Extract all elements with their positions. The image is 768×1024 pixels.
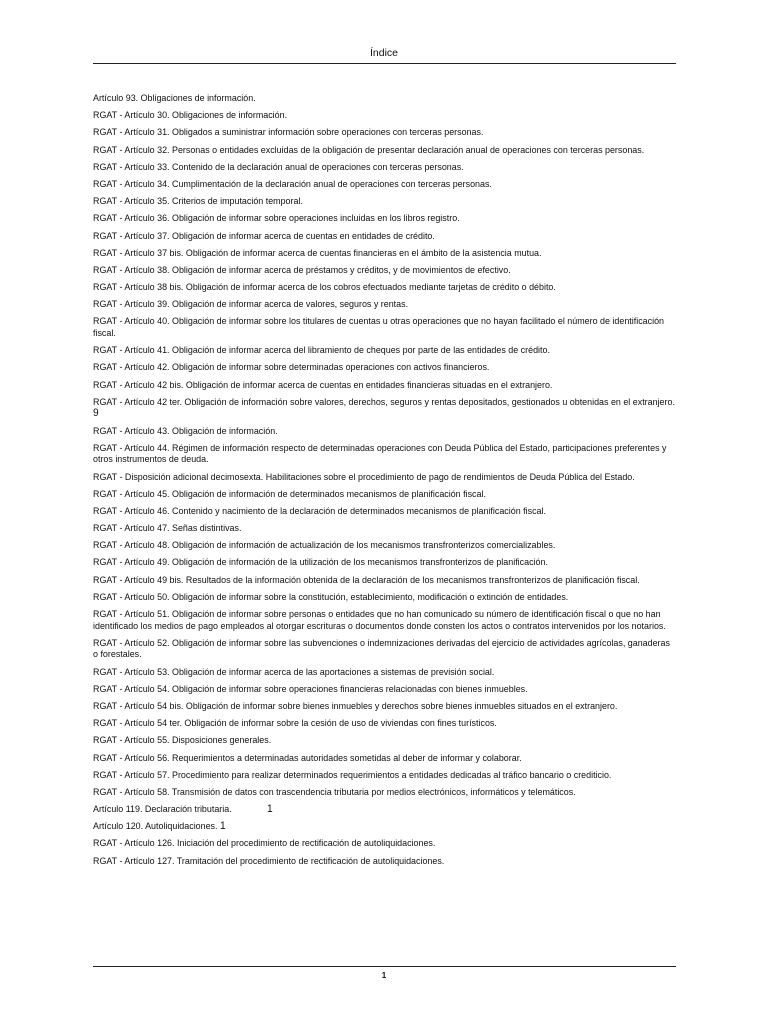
toc-entry-text: RGAT - Artículo 42 bis. Obligación de informar acerca de cuentas en entidades financieras situadas en el extranjero.: [93, 379, 553, 391]
toc-entry[interactable]: [93, 804, 675, 816]
toc-entry[interactable]: [93, 770, 675, 782]
toc-entry-text: RGAT - Artículo 38 bis. Obligación de informar acerca de los cobros efectuados mediante tarjetas de crédito o débito.: [93, 282, 556, 294]
toc-entry-text: RGAT - Artículo 30. Obligaciones de información.: [93, 110, 288, 122]
toc-entry-text: RGAT - Artículo 31. Obligados a suministrar información sobre operaciones con terceras personas.: [93, 127, 484, 139]
toc-entry[interactable]: [93, 638, 675, 661]
toc-entry-text: RGAT - Artículo 126. Iniciación del procedimiento de rectificación de autoliquidaciones.: [93, 838, 436, 850]
toc-entry-text: RGAT - Artículo 40. Obligación de informar sobre los titulares de cuentas u otras operaciones que no hayan facilitado el número de identificación fiscal.: [93, 316, 665, 340]
toc-entry-text: RGAT - Artículo 49. Obligación de información de la utilización de los mecanismos transfronterizos de planificación.: [93, 557, 548, 569]
toc-entry[interactable]: [93, 787, 675, 799]
toc-entry[interactable]: [93, 110, 675, 122]
toc-entry-text: RGAT - Artículo 52. Obligación de informar sobre las subvenciones o indemnizaciones derivadas del ejercicio de actividades agrícolas, ganaderas o forestales.: [93, 637, 670, 661]
toc-entry[interactable]: [93, 345, 675, 357]
toc-entry[interactable]: [93, 856, 675, 868]
toc-entry[interactable]: [93, 196, 675, 208]
toc-entry[interactable]: [93, 93, 675, 105]
toc-entry[interactable]: [93, 472, 675, 484]
toc-entry[interactable]: [93, 316, 675, 339]
toc-entry-text: Artículo 119. Declaración tributaria.: [93, 804, 232, 816]
toc-entry[interactable]: [93, 179, 675, 191]
toc-entry-text: Artículo 93. Obligaciones de información.: [93, 93, 256, 104]
toc-entry-text: RGAT - Artículo 41. Obligación de informar acerca del libramiento de cheques por parte de las entidades de crédito.: [93, 345, 550, 357]
toc-entry-text: RGAT - Artículo 45. Obligación de información de determinados mecanismos de planificación fiscal.: [93, 488, 486, 500]
toc-entry[interactable]: [93, 248, 675, 260]
page-header-title: Índice: [369, 47, 399, 59]
toc-entry[interactable]: [93, 718, 675, 730]
toc-entry-text: RGAT - Artículo 54 ter. Obligación de informar sobre la cesión de uso de viviendas con fines turísticos.: [93, 718, 497, 730]
toc-entry-text: RGAT - Artículo 32. Personas o entidades excluidas de la obligación de presentar declaración anual de operaciones con terceras personas.: [93, 144, 645, 156]
toc-entry[interactable]: [93, 523, 675, 535]
toc-entry-text: Artículo 120. Autoliquidaciones.: [93, 821, 218, 833]
toc-entry-text: RGAT - Artículo 34. Cumplimentación de la declaración anual de operaciones con terceras personas.: [93, 178, 492, 190]
toc-entry[interactable]: [93, 506, 675, 518]
toc-entry[interactable]: [93, 701, 675, 713]
toc-entry-text: RGAT - Artículo 47. Señas distintivas.: [93, 523, 242, 535]
toc-entry-text: RGAT - Artículo 127. Tramitación del procedimiento de rectificación de autoliquidaciones.: [93, 855, 445, 867]
toc-entry-text: RGAT - Artículo 37. Obligación de informar acerca de cuentas en entidades de crédito.: [93, 230, 435, 242]
toc-entry-text: RGAT - Artículo 57. Procedimiento para realizar determinados requerimientos a entidades dedicadas al tráfico bancario o crediticio.: [93, 769, 612, 781]
toc-entry[interactable]: [93, 127, 675, 139]
toc-entry-text: RGAT - Artículo 43. Obligación de información.: [93, 425, 278, 437]
toc-entry-text: RGAT - Artículo 36. Obligación de informar sobre operaciones incluidas en los libros registro.: [93, 213, 460, 225]
toc-entry[interactable]: [93, 592, 675, 604]
toc-entry-text: RGAT - Artículo 39. Obligación de informar acerca de valores, seguros y rentas.: [93, 299, 409, 311]
toc-entry-text: RGAT - Artículo 42 ter. Obligación de información sobre valores, derechos, seguros y rentas depositados, gestionados u obtenidas en el extranjero.: [93, 396, 675, 408]
toc-entry-text: RGAT - Artículo 42. Obligación de informar sobre determinadas operaciones con activos financieros.: [93, 362, 490, 374]
toc-entry-page: 1: [219, 820, 226, 833]
toc-entry[interactable]: [93, 489, 675, 501]
toc-entry[interactable]: [93, 821, 675, 833]
toc-entry-text: RGAT - Artículo 55. Disposiciones generales.: [93, 735, 272, 747]
toc-entry[interactable]: [93, 299, 675, 311]
toc-entry[interactable]: [93, 540, 675, 552]
toc-entry-text: RGAT - Artículo 35. Criterios de imputación temporal.: [93, 196, 303, 208]
toc-entry-text: RGAT - Artículo 44. Régimen de información respecto de determinadas operaciones con Deuda Pública del Estado, participaciones preferentes y otros instrumentos de deuda.: [93, 442, 667, 466]
toc-entry-text: RGAT - Artículo 50. Obligación de informar sobre la constitución, establecimiento, modificación o extinción de entidades.: [93, 591, 569, 603]
footer-divider: [93, 966, 676, 967]
toc-entry-text: RGAT - Artículo 33. Contenido de la declaración anual de operaciones con terceras personas.: [93, 161, 464, 173]
toc-entry-text: RGAT - Artículo 54. Obligación de informar sobre operaciones financieras relacionadas con bienes inmuebles.: [93, 683, 528, 695]
toc-entry[interactable]: [93, 397, 675, 420]
toc-entry[interactable]: [93, 609, 675, 632]
toc-entry-text: RGAT - Artículo 53. Obligación de informar acerca de las aportaciones a sistemas de previsión social.: [93, 666, 495, 678]
toc-entry-page: 9: [93, 407, 99, 420]
toc-entry[interactable]: [93, 575, 675, 587]
toc-entry[interactable]: [93, 735, 675, 747]
toc-entry-page: 1: [267, 803, 273, 816]
toc-entry[interactable]: [93, 213, 675, 225]
toc-entry-text: RGAT - Artículo 38. Obligación de informar acerca de préstamos y créditos, y de movimientos de efectivo.: [93, 264, 511, 276]
toc-entry[interactable]: [93, 145, 675, 157]
toc-entry-text: RGAT - Artículo 37 bis. Obligación de informar acerca de cuentas financieras en el ámbito de la asistencia mutua.: [93, 247, 542, 259]
toc-entry[interactable]: [93, 282, 675, 294]
toc-entry-text: RGAT - Disposición adicional decimosexta. Habilitaciones sobre el procedimiento de pago de rendimientos de Deuda Pública del Estado.: [93, 471, 635, 483]
toc-entry-text: RGAT - Artículo 46. Contenido y nacimiento de la declaración de determinados mecanismos de planificación fiscal.: [93, 505, 546, 517]
toc-entry-text: RGAT - Artículo 49 bis. Resultados de la información obtenida de la declaración de los mecanismos transfronterizos de planificación fiscal.: [93, 574, 640, 586]
toc-entry-text: RGAT - Artículo 48. Obligación de información de actualización de los mecanismos transfronterizos comercializables.: [93, 540, 556, 552]
toc-entry[interactable]: [93, 838, 675, 850]
toc-entry[interactable]: [93, 443, 675, 466]
toc-entry[interactable]: [93, 557, 675, 569]
header-divider: [93, 63, 676, 64]
toc-entry-text: RGAT - Artículo 56. Requerimientos a determinadas autoridades sometidas al deber de informar y colaborar.: [93, 752, 522, 764]
toc-entry[interactable]: [93, 265, 675, 277]
toc-entry[interactable]: [93, 380, 675, 392]
toc-entry-text: RGAT - Artículo 51. Obligación de informar sobre personas o entidades que no han comunicado su número de identificación fiscal o que no han identificado los medios de pago empleados al otorgar escrituras o documentos donde consten los actos o contratos intervenidos por los notarios.: [93, 609, 666, 632]
toc-entry[interactable]: [93, 667, 675, 679]
toc-entry-text: RGAT - Artículo 54 bis. Obligación de informar sobre bienes inmuebles y derechos sobre bienes inmuebles situados en el extranjero.: [93, 700, 618, 712]
toc-entry[interactable]: [93, 684, 675, 696]
table-of-contents: [93, 93, 675, 873]
toc-entry[interactable]: [93, 753, 675, 765]
toc-entry-text: RGAT - Artículo 58. Transmisión de datos con trascendencia tributaria por medios electrónicos, informáticos y telemáticos.: [93, 786, 576, 798]
page-number: 1: [381, 971, 387, 980]
toc-entry[interactable]: [93, 362, 675, 374]
toc-entry[interactable]: [93, 426, 675, 438]
toc-entry[interactable]: [93, 162, 675, 174]
toc-entry[interactable]: [93, 231, 675, 243]
